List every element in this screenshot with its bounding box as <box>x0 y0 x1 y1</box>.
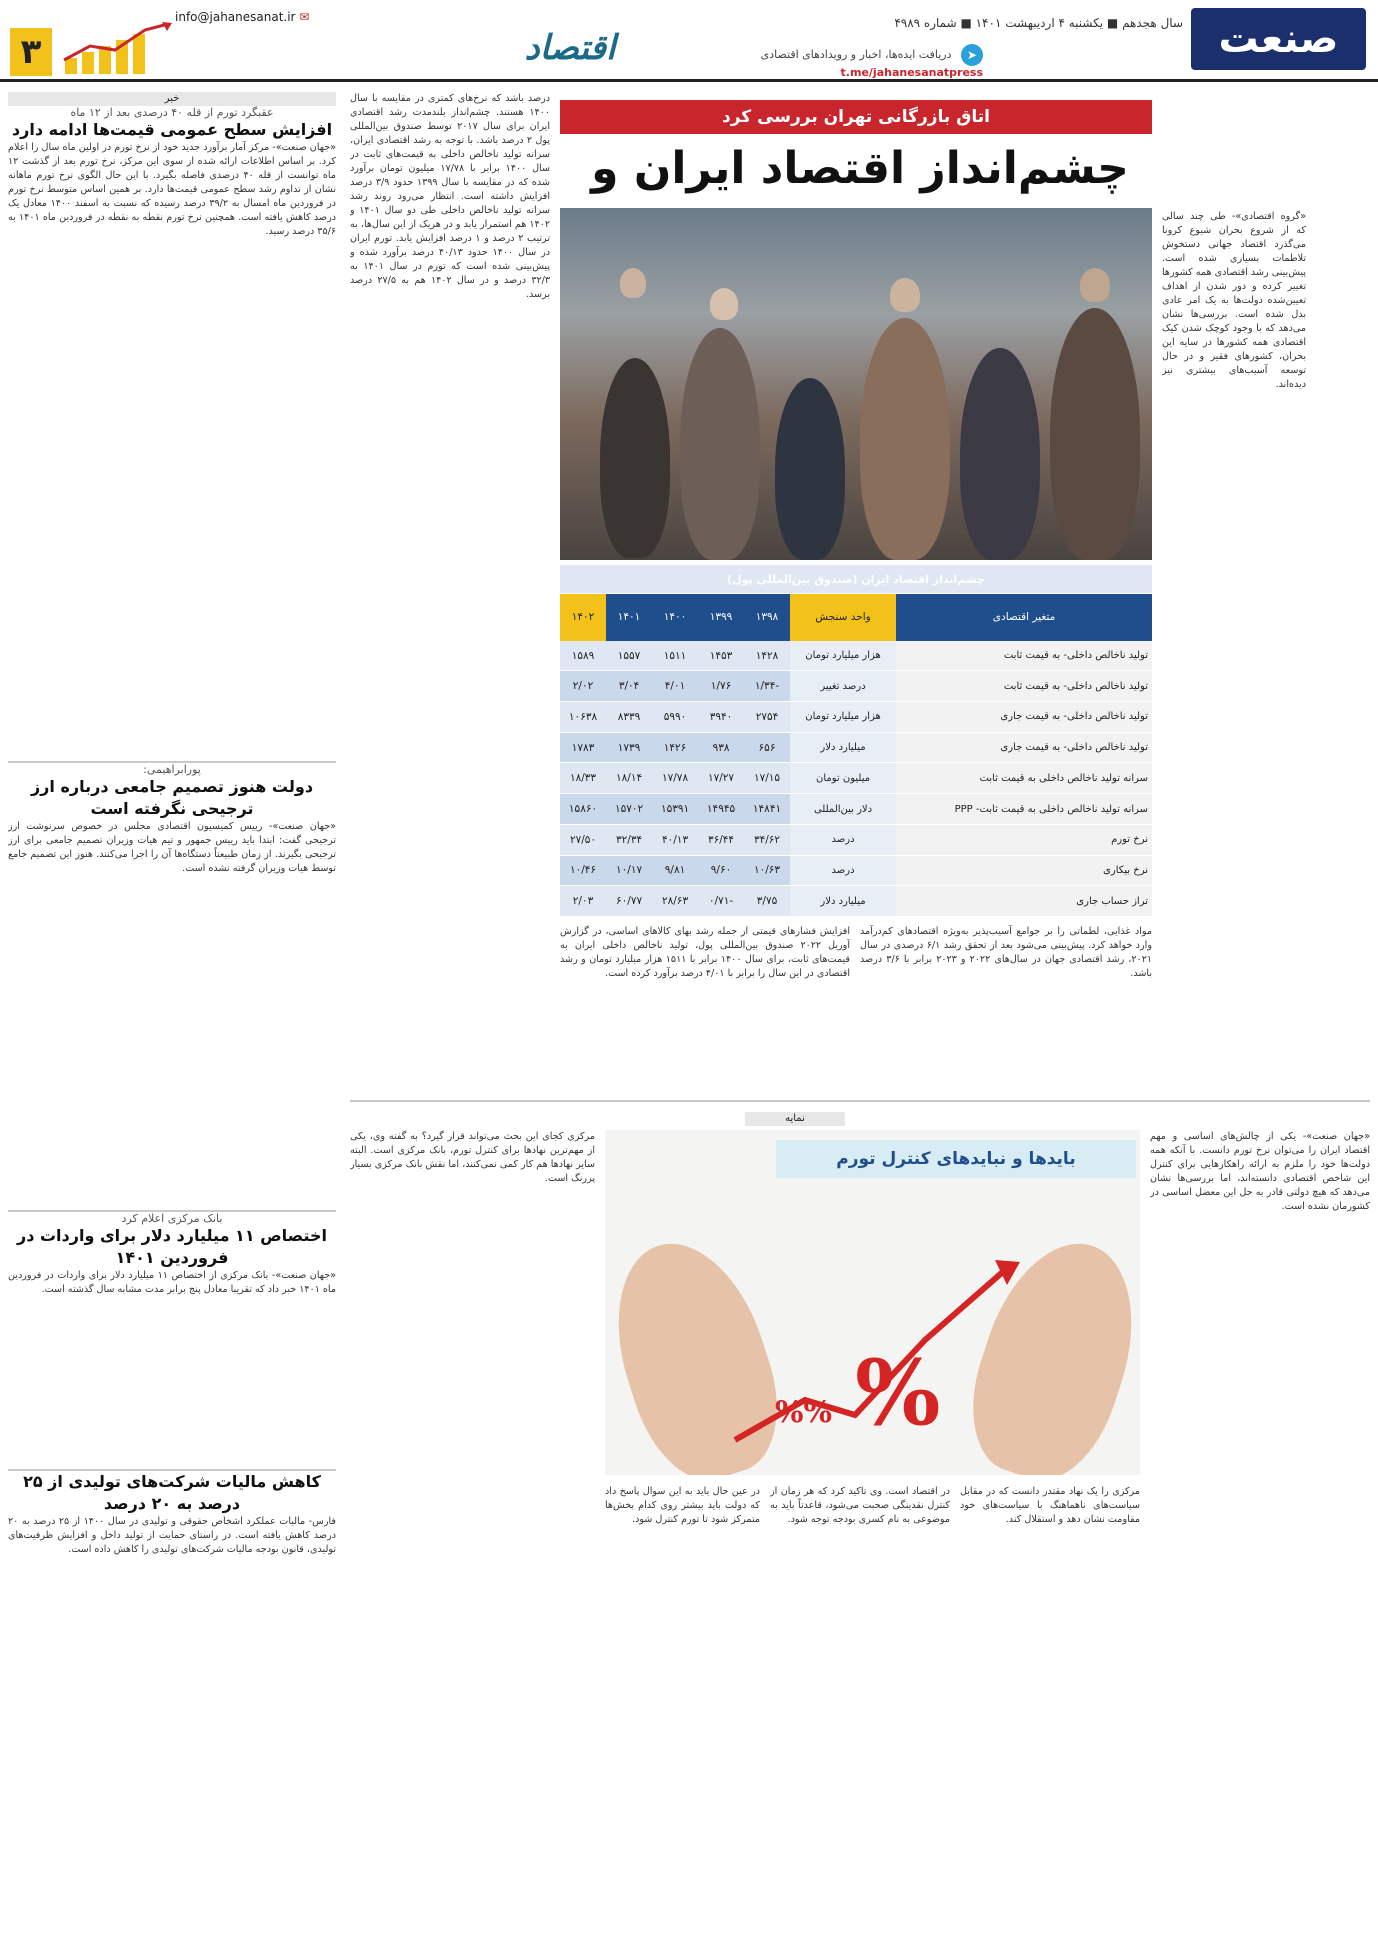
table-cell: ۵۹۹۰ <box>652 702 698 733</box>
table-header: ۱۳۹۸ <box>744 594 790 641</box>
news-tag: خبر <box>8 92 336 106</box>
table-cell: ۱۵۳۹۱ <box>652 794 698 825</box>
table-row-label: نرخ تورم <box>896 824 1152 855</box>
table-cell: ۱۴۸۴۱ <box>744 794 790 825</box>
issue-info: سال هجدهم ■ یکشنبه ۴ اردیبهشت ۱۴۰۱ ■ شماره ۴۹۸۹ <box>894 16 1183 30</box>
news-body <box>8 141 336 761</box>
news-subtitle: عقبگرد تورم از قله ۴۰ درصدی بعد از ۱۲ ماه <box>70 106 274 119</box>
news-body-4-text: فارس- مالیات عملکرد اشخاص حقوقی و تولیدی در سال ۱۴۰۰ از ۲۵ درصد به ۲۰ درصد کاهش یافته است. در راستای حمایت از تولید داخل و افزایش ظرفیت‌های تولیدی، قانون بودجه مالیات شرکت‌های تولیدی را کاهش داده است. <box>8 1516 336 1555</box>
growth-chart-icon <box>60 20 175 76</box>
table-cell: ۱۷۸۳ <box>560 732 606 763</box>
table-row-label: سرانه تولید ناخالص داخلی به قیمت ثابت- PPP <box>896 794 1152 825</box>
table-cell: ۱۵۱۱ <box>652 641 698 671</box>
table-cell: ۱۸/۳۳ <box>560 763 606 794</box>
table-unit: هزار میلیارد تومان <box>790 641 896 671</box>
table-unit: میلیارد دلار <box>790 732 896 763</box>
table-cell: ۳۲/۳۴ <box>606 824 652 855</box>
table-cell: ۱۵۸۶۰ <box>560 794 606 825</box>
percent-hands-photo <box>605 1130 1140 1475</box>
table-header-row <box>560 594 1152 641</box>
table-cell: ۱۷۳۹ <box>606 732 652 763</box>
table-header: ۱۴۰۲ <box>560 594 606 641</box>
table-row <box>560 886 1152 917</box>
table-row <box>560 855 1152 886</box>
table-unit: درصد تغییر <box>790 671 896 702</box>
crowd-photo <box>560 208 1152 560</box>
table-cell: ۶۰/۷۷ <box>606 886 652 917</box>
table-row-label: نرخ بیکاری <box>896 855 1152 886</box>
table-cell: ۱۴۲۸ <box>744 641 790 671</box>
table-cell: ۲۷/۵۰ <box>560 824 606 855</box>
news-headline-2[interactable]: دولت هنوز تصمیم جامعی درباره ارز ترجیحی نگرفته است <box>30 777 314 818</box>
feature-column-d-text: در اقتصاد است. وی تاکید کرد که هر زمان از کنترل نقدینگی صحبت می‌شود، قاعدتاً باید به موضوعی به نام کسری بودجه توجه شود. <box>770 1486 950 1525</box>
table-cell: ۳۴/۶۲ <box>744 824 790 855</box>
telegram-icon: ➤ <box>961 44 983 66</box>
economy-outlook-table <box>560 565 1152 917</box>
news-body-2 <box>8 820 336 1210</box>
news-headline-4[interactable]: کاهش مالیات شرکت‌های تولیدی از ۲۵ درصد به ۲۰ درصد <box>23 1472 321 1513</box>
table-cell: ۱۴۵۳ <box>698 641 744 671</box>
feature-tag: نمایه <box>745 1112 845 1126</box>
table-cell: -۱/۳۴ <box>744 671 790 702</box>
table-cell: ۹/۸۱ <box>652 855 698 886</box>
table-cell: ۳/۷۵ <box>744 886 790 917</box>
table-cell: ۱۰/۶۳ <box>744 855 790 886</box>
lead-column-3-text: افزایش فشارهای قیمتی از جمله رشد بهای کالاهای اساسی، در گزارش آوریل ۲۰۲۲ صندوق بین‌المللی پول، تولید ناخالص داخلی ایران به قیمت‌های ثابت، برای سال ۱۴۰۰ برابر با ۱۵۱۱ هزار میلیارد تومان و رشد اقتصادی در این سال را برابر با ۴/۰۱ درصد برآورد کرده است. <box>560 926 850 979</box>
percent-sign-small: %% <box>775 1395 833 1430</box>
table-cell: ۴۰/۱۳ <box>652 824 698 855</box>
telegram-link[interactable]: t.me/jahanesanatpress <box>840 66 983 79</box>
lead-column-2-text: درصد باشد که نرخ‌های کمتری در مقایسه با سال ۱۴۰۰ هستند. چشم‌انداز بلندمدت رشد اقتصادی ایران برای سال ۲۰۱۷ توسط صندوق بین‌المللی پول ۲ درصد باشد. با توجه به رشد اقتصادی ایران، سرانه تولید ناخالص داخلی به قیمت‌های ثابت در سال ۱۴۰۰ برابر با ۱۷/۷۸ میلیون تومان برآورد شده که در مقایسه با سال ۱۳۹۹ حدود ۳/۹ درصد افزایش داشته است. انتظار می‌رود روند رشد سرانه تولید ناخالص داخلی طی دو سال ۱۴۰۱ و ۱۴۰۲ هم استمرار یابد و در هریک از این سال‌ها، به ترتیب ۲ درصد و ۱ درصد افزایش یابد. تورم ایران در سال ۱۴۰۰ حدود ۴۰/۱۳ درصد برآورد شده و پیش‌بینی شده است که تورم در سال ۱۴۰۱ به ۳۲/۳ درصد و در سال ۱۴۰۲ هم به ۲۷/۵ درصد برسد. <box>350 93 550 300</box>
lead-column-4 <box>860 925 1152 1085</box>
lead-column-3 <box>560 925 850 1085</box>
lead-headline[interactable]: چشم‌انداز اقتصاد ایران و <box>591 143 1129 194</box>
feature-column-b <box>350 1130 595 1940</box>
table-cell: ۳۹۴۰ <box>698 702 744 733</box>
news-body-3 <box>8 1269 336 1469</box>
table-row-label: تولید ناخالص داخلی- به قیمت جاری <box>896 702 1152 733</box>
feature-divider <box>350 1100 1370 1102</box>
table-row-label: تولید ناخالص داخلی- به قیمت ثابت <box>896 641 1152 671</box>
table-header: ۱۳۹۹ <box>698 594 744 641</box>
news-headline[interactable]: افزایش سطح عمومی قیمت‌ها ادامه دارد <box>11 120 333 139</box>
table-unit: دلار بین‌المللی <box>790 794 896 825</box>
feature-column-a-text: «جهان صنعت»- یکی از چالش‌های اساسی و مهم اقتصاد ایران را می‌توان نرخ تورم دانست. با آنکه همه دولت‌ها خود را ملزم به ارائه راهکارهایی برای کنترل این شاخص اقتصادی دانسته‌اند، اما بررسی‌ها نشان می‌دهد که هیچ دولتی قادر به حل این معضل اساسی در کشورمان نشده است. <box>1150 1131 1370 1212</box>
feature-column-c <box>960 1485 1140 1940</box>
table-cell: ۱/۷۶ <box>698 671 744 702</box>
table-cell: ۱۰/۴۶ <box>560 855 606 886</box>
newspaper-logo[interactable]: صنعت <box>1191 8 1366 70</box>
telegram-text: دریافت ایده‌ها، اخبار و رویدادهای اقتصادی <box>760 48 952 61</box>
table-cell: ۲/۰۳ <box>560 886 606 917</box>
table-cell: ۱۷/۱۵ <box>744 763 790 794</box>
table-cell: ۲/۰۲ <box>560 671 606 702</box>
email-text: info@jahanesanat.ir <box>175 10 296 24</box>
feature-column-a <box>1150 1130 1370 1940</box>
table-unit: میلیارد دلار <box>790 886 896 917</box>
table-cell: ۱۷/۷۸ <box>652 763 698 794</box>
table-title: چشم‌انداز اقتصاد ایران (صندوق بین‌المللی پول) <box>560 565 1152 594</box>
table-cell: ۱۴۲۶ <box>652 732 698 763</box>
table-cell: ۴/۰۱ <box>652 671 698 702</box>
table-row <box>560 824 1152 855</box>
table-cell: ۹۳۸ <box>698 732 744 763</box>
table-unit: هزار میلیارد تومان <box>790 702 896 733</box>
feature-title[interactable]: بایدها و نبایدهای کنترل تورم <box>776 1140 1136 1178</box>
table-cell: ۱۵۵۷ <box>606 641 652 671</box>
table-row-label: تولید ناخالص داخلی- به قیمت جاری <box>896 732 1152 763</box>
news-body-text: «جهان صنعت»- مرکز آمار برآورد جدید خود از نرخ تورم در اولین ماه سال را اعلام کرد. بر اساس اطلاعات ارائه شده از سوی این مرکز، نرخ تورم بعد از گذشت ۱۲ ماه توانست از قله ۴۰ درصدی فاصله بگیرد. با این حال الگوی نرخ تورم ماهانه نشان از تداوم رشد سطح عمومی قیمت‌ها دارد. بر همین اساس متوسط نرخ تورم در فروردین ماه امسال به ۳۹/۲ درصد رسیده که نسبت به اسفند ۱۴۰۰ معادل یک درصد کاهش یافته است. همچنین نرخ تورم نقطه به نقطه در فروردین ماه ۱۴۰۱ به ۳۵/۶ درصد رسید. <box>8 142 336 237</box>
percent-sign-large: % <box>855 1340 941 1446</box>
table-row <box>560 671 1152 702</box>
masthead <box>0 0 1378 82</box>
table-cell: ۱۸/۱۴ <box>606 763 652 794</box>
feature-column-e-text: در عین حال باید به این سوال پاسخ داد که دولت باید بیشتر روی کدام بخش‌ها متمرکز شود تا تورم کنترل شود. <box>605 1486 760 1525</box>
table-cell: ۲۸/۶۳ <box>652 886 698 917</box>
feature-column-c-text: مرکزی را یک نهاد مقتدر دانست که در مقابل سیاست‌های ناهماهنگ با سیاست‌های خود مقاومت نشان دهد و استقلال کند. <box>960 1486 1140 1525</box>
table-unit: درصد <box>790 824 896 855</box>
table-cell: ۱۷/۲۷ <box>698 763 744 794</box>
table-cell: ۶۵۶ <box>744 732 790 763</box>
feature-column-e <box>605 1485 760 1940</box>
table-cell: ۲۷۵۴ <box>744 702 790 733</box>
telegram-promo[interactable] <box>723 44 983 79</box>
table-header: واحد سنجش <box>790 594 896 641</box>
table-unit: میلیون تومان <box>790 763 896 794</box>
news-body-3-text: «جهان صنعت»- بانک مرکزی از اختصاص ۱۱ میلیارد دلار برای واردات در فروردین ماه ۱۴۰۱ خبر داد که تقریبا معادل پنج برابر مدت مشابه سال گذشته است. <box>8 1270 336 1295</box>
contact-email[interactable] <box>175 10 309 24</box>
lead-column-4-text: مواد غذایی، لطماتی را بر جوامع آسیب‌پذیر به‌ویژه اقتصادهای کم‌درآمد وارد خواهد کرد. پیش‌بینی می‌شود بعد از تحقق رشد ۶/۱ درصدی در سال ۲۰۲۱، رشد اقتصادی جهان در سال‌های ۲۰۲۲ و ۲۰۲۳ برابر با ۳/۶ درصد باشد. <box>860 926 1152 979</box>
news-body-4 <box>8 1515 336 1815</box>
table-row <box>560 641 1152 671</box>
table-header: ۱۴۰۱ <box>606 594 652 641</box>
lead-kicker: اتاق بازرگانی تهران بررسی کرد <box>560 100 1152 134</box>
table-row <box>560 702 1152 733</box>
table-unit: درصد <box>790 855 896 886</box>
feature-column-b-text: مرکزی کجای این بحث می‌تواند قرار گیرد؟ به گفته وی، یکی از مهم‌ترین نهادها برای کنترل تورم، بانک مرکزی است. البته سایر نهادها هم کار کمی نمی‌کنند، اما نقش بانک مرکزی بسیار پررنگ است. <box>350 1131 595 1184</box>
mail-icon: ✉ <box>299 10 310 24</box>
table-cell: -۰/۷۱ <box>698 886 744 917</box>
table-row-label: تولید ناخالص داخلی- به قیمت ثابت <box>896 671 1152 702</box>
lead-intro: «گروه اقتصادی»- طی چند سالی که از شروع بحران شیوع کرونا می‌گذرد اقتصاد جهانی دستخوش تلاطمات بسیاری شده است. پیش‌بینی رشد اقتصادی همه کشورها تغییر کرده و دور شدن از اهداف تعیین‌شده دولت‌ها به یک امر عادی بدل شده است. بررسی‌ها نشان می‌دهد که با وجود کوچک شدن کیک اقتصادی همه کشورها در سایه این بحران، کشورهای فقیر و در حال توسعه آسیب‌های بیشتری نیز دیده‌اند. <box>1162 211 1306 390</box>
news-body-2-text: «جهان صنعت»- رییس کمیسیون اقتصادی مجلس در خصوص سرنوشت ارز ترجیحی گفت: ابتدا باید رییس جمهور و تیم هیات وزیران تصمیم جامعی برای ارز ترجیحی بگیرند. از زمان طبیعتاً دستگاه‌ها آن را اجرا می‌کنند. هنوز این تصمیم جامع توسط هیات وزیران گرفته نشده است. <box>8 821 336 874</box>
table-row <box>560 763 1152 794</box>
table-cell: ۱۰۶۳۸ <box>560 702 606 733</box>
table-cell: ۱۵۸۹ <box>560 641 606 671</box>
lead-intro-column <box>1162 210 1306 1090</box>
section-title: اقتصاد <box>524 28 616 68</box>
table-cell: ۳۶/۴۴ <box>698 824 744 855</box>
table-header: ۱۴۰۰ <box>652 594 698 641</box>
table-cell: ۸۳۳۹ <box>606 702 652 733</box>
table-cell: ۱۵۷۰۲ <box>606 794 652 825</box>
news-subtitle-3: بانک مرکزی اعلام کرد <box>121 1212 223 1225</box>
page-number: ۳ <box>10 28 52 76</box>
news-headline-3[interactable]: اختصاص ۱۱ میلیارد دلار برای واردات در فروردین ۱۴۰۱ <box>16 1226 327 1267</box>
table-row <box>560 794 1152 825</box>
table-row-label: سرانه تولید ناخالص داخلی به قیمت ثابت <box>896 763 1152 794</box>
news-subtitle-2: پورابراهیمی: <box>143 763 201 776</box>
table-cell: ۱۴۹۴۵ <box>698 794 744 825</box>
news-column <box>8 92 336 1942</box>
table-cell: ۱۰/۱۷ <box>606 855 652 886</box>
feature-column-d <box>770 1485 950 1940</box>
table-cell: ۹/۶۰ <box>698 855 744 886</box>
table-row-label: تراز حساب جاری <box>896 886 1152 917</box>
table-cell: ۳/۰۴ <box>606 671 652 702</box>
table-header: متغیر اقتصادی <box>896 594 1152 641</box>
table-row <box>560 732 1152 763</box>
lead-column-2 <box>350 92 550 1092</box>
